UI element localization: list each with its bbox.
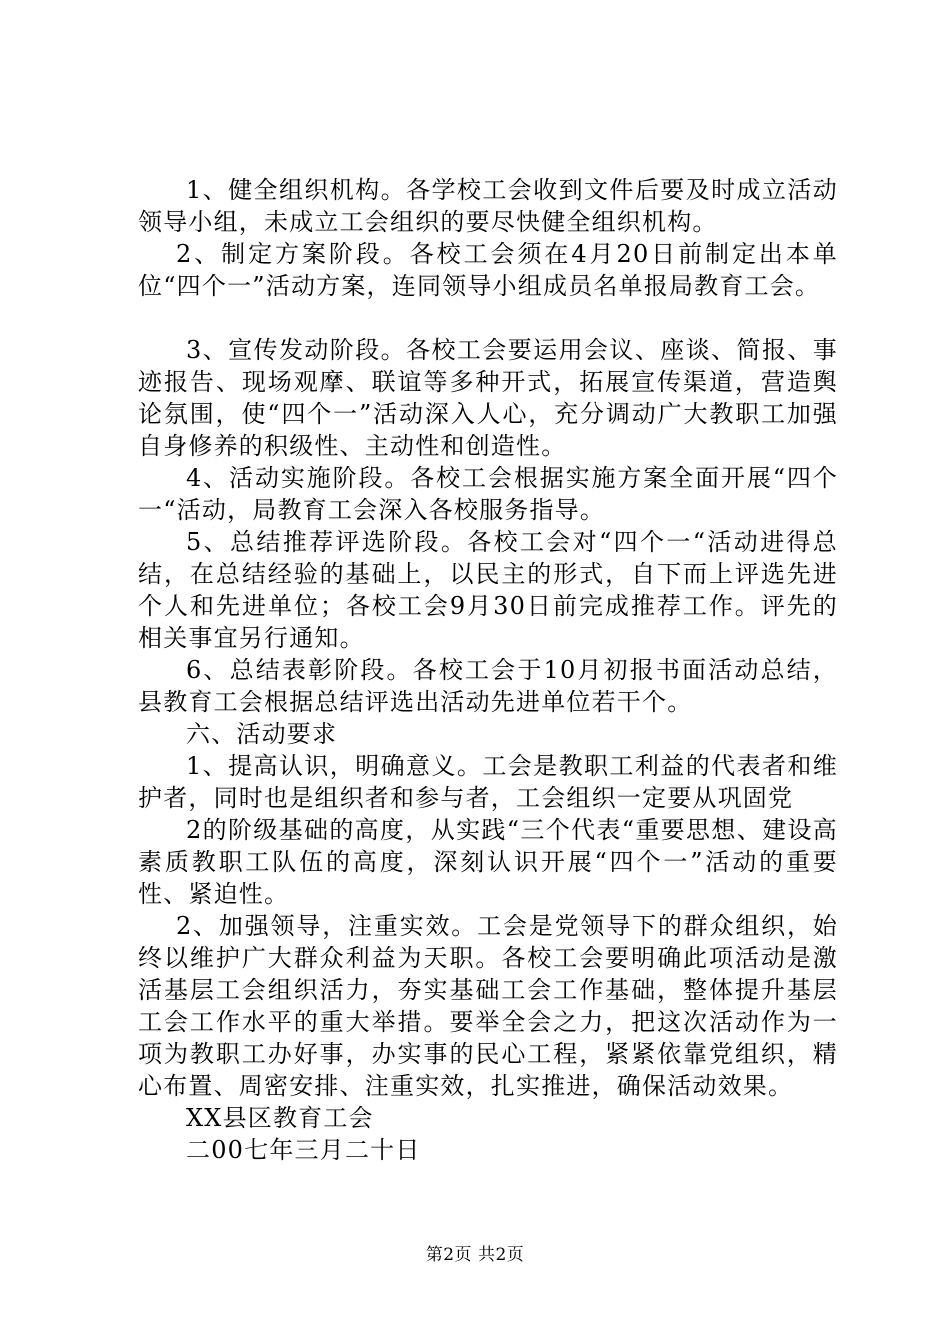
paragraph-5: 5、总结推荐评选阶段。各校工会对“四个一“活动进得总结，在总结经验的基础上，以民主的形式，自下而上评选先进个人和先进单位；各校工会9月30日前完成推荐工作。评先的相关事宜另行通知。 (138, 528, 838, 652)
paragraph-3: 3、宣传发动阶段。各校工会要运用会议、座谈、简报、事迹报告、现场观摩、联谊等多种开式，拓展宣传渠道，营造舆论氛围，使“四个一”活动深入人心，充分调动广大教职工加强自身修养的积级性、主动性和创造性。 (138, 336, 838, 460)
signature-organization: XX县区教育工会 (186, 1104, 374, 1132)
paragraph-1: 1、健全组织机构。各学校工会收到文件后要及时成立活动领导小组，未成立工会组织的要尽快健全组织机构。 (138, 176, 838, 236)
paragraph-4: 4、活动实施阶段。各校工会根据实施方案全面开展“四个一“活动，局教育工会深入各校服务指导。 (138, 464, 838, 524)
section-heading: 六、活动要求 (186, 720, 338, 748)
paragraph-6: 6、总结表彰阶段。各校工会于10月初报书面活动总结，县教育工会根据总结评选出活动先进单位若干个。 (138, 656, 838, 716)
signature-date: 二00七年三月二十日 (186, 1136, 421, 1164)
page-number-footer: 第2页 共2页 (425, 1245, 525, 1265)
document-body (138, 174, 838, 1166)
paragraph-9: 2、加强领导，注重实效。工会是党领导下的群众组织，始终以维护广大群众利益为天职。各校工会要明确此项活动是激活基层工会组织活力，夯实基础工会工作基础，整体提升基层工会工作水平的重大举措。要举全会之力，把这次活动作为一项为教职工办好事，办实事的民心工程，紧紧依靠党组织，精心布置、周密安排、注重实效，扎实推进，确保活动效果。 (138, 912, 838, 1100)
paragraph-8: 2的阶级基础的高度，从实践“三个代表“重要思想、建设高素质教职工队伍的高度，深刻认识开展“四个一”活动的重要性、紧迫性。 (138, 816, 838, 908)
paragraph-gap (138, 302, 838, 334)
paragraph-2: 2、制定方案阶段。各校工会须在4月20日前制定出本单位“四个一”活动方案，连同领导小组成员名单报局教育工会。 (138, 240, 838, 300)
paragraph-7: 1、提高认识，明确意义。工会是教职工利益的代表者和维护者，同时也是组织者和参与者，工会组织一定要从巩固党 (138, 752, 838, 812)
